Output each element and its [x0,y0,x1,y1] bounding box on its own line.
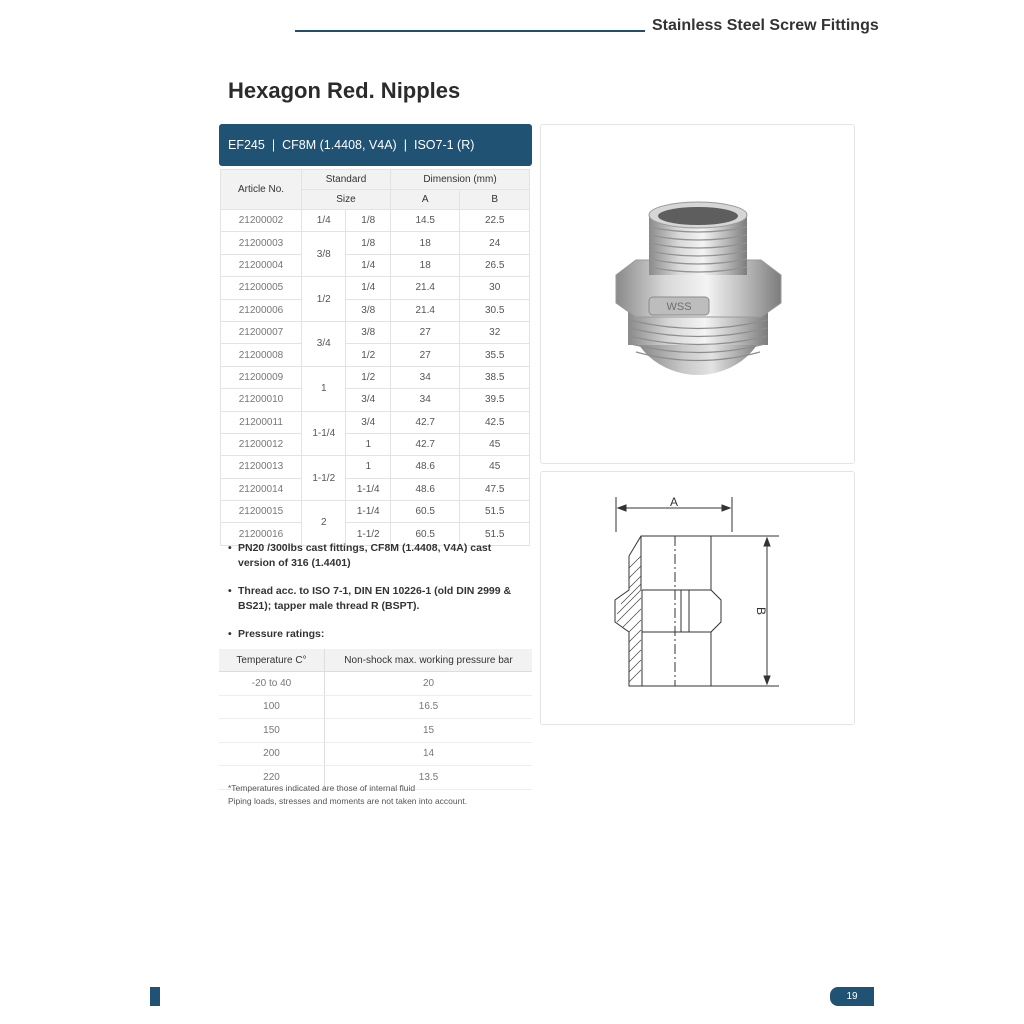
size-minor: 1/8 [346,232,390,254]
dimension-a: 34 [390,366,460,388]
dimension-a: 21.4 [390,277,460,299]
article-number: 21200012 [221,433,302,455]
dimension-a: 48.6 [390,456,460,478]
size-minor: 1/8 [346,210,390,232]
size-minor: 1/4 [346,277,390,299]
page-number: 19 [830,987,874,1006]
article-number: 21200015 [221,501,302,523]
article-number: 21200002 [221,210,302,232]
bullet-glyph: • [228,628,232,640]
table-row [221,411,530,433]
product-photo [541,125,854,463]
size-minor: 3/4 [346,411,390,433]
table-row [221,299,530,321]
dimension-a: 42.7 [390,433,460,455]
dimension-a: 27 [390,344,460,366]
page-title: Hexagon Red. Nipples [228,78,461,103]
dimension-header: Dimension (mm) [390,170,529,190]
table-row [221,321,530,343]
article-table [220,169,530,546]
footnote-line: Piping loads, stresses and moments are not taken into account. [228,796,468,806]
table-row [221,389,530,411]
table-row [221,210,530,232]
dimension-b: 30.5 [460,299,530,321]
standard-header: Standard [302,170,391,190]
article-number: 21200009 [221,366,302,388]
feature-item: • Thread acc. to ISO 7-1, DIN EN 10226-1 (old DIN 2999 & BS21); tapper male thread R (BSPT). [228,585,512,612]
pipe-bore [658,207,738,225]
size-minor: 1 [346,456,390,478]
dimension-b: 51.5 [460,523,530,545]
article-number: 21200005 [221,277,302,299]
temperature-header: Temperature C° [219,649,325,672]
table-row [221,254,530,276]
bullet-glyph: • [228,585,232,597]
product-code: EF245 [228,138,265,152]
dimension-a-label: A [669,495,679,509]
article-header: Article No. [221,170,302,210]
table-row [221,366,530,388]
dimension-b: 26.5 [460,254,530,276]
dimension-a: 21.4 [390,299,460,321]
dimension-a: 27 [390,321,460,343]
feature-item: • Pressure ratings: [228,628,325,640]
size-minor: 3/8 [346,299,390,321]
footnote [228,782,467,808]
dimension-b: 35.5 [460,344,530,366]
table-row [221,277,530,299]
product-standard: ISO7-1 (R) [413,138,475,152]
dimension-b: 45 [460,456,530,478]
section-title: Stainless Steel Screw Fittings [652,17,879,34]
pressure-row: 200 14 [219,742,532,766]
corner-tab [150,987,160,1006]
bullet-glyph: • [228,542,232,554]
dimension-b: 32 [460,321,530,343]
article-number: 21200010 [221,389,302,411]
size-minor: 3/4 [346,389,390,411]
banner-separator: | [403,138,407,152]
technical-drawing [541,472,854,724]
dimension-a: 18 [390,232,460,254]
product-photo-frame [540,124,855,464]
dimension-b: 51.5 [460,501,530,523]
product-banner [219,124,532,166]
size-major: 1-1/2 [302,456,346,501]
product-material: CF8M (1.4408, V4A) [282,138,397,152]
stamp-text: WSS [666,301,692,313]
article-number: 21200003 [221,232,302,254]
technical-drawing-frame [540,471,855,725]
feature-list [228,541,528,655]
size-minor: 1-1/2 [346,523,390,545]
size-major: 3/8 [302,232,346,277]
article-table-body [221,210,530,546]
dimension-b: 42.5 [460,411,530,433]
size-major: 2 [302,501,346,546]
dimension-a: 60.5 [390,501,460,523]
feature-item: • PN20 /300lbs cast fittings, CF8M (1.4408, V4A) cast version of 316 (1.4401) [228,542,492,569]
size-major: 1 [302,366,346,411]
dimension-a: 60.5 [390,523,460,545]
article-number: 21200013 [221,456,302,478]
table-row [221,344,530,366]
dim-a-header: A [390,190,460,210]
size-major: 1/2 [302,277,346,322]
article-number: 21200011 [221,411,302,433]
size-minor: 1/2 [346,344,390,366]
size-major: 3/4 [302,321,346,366]
article-number: 21200004 [221,254,302,276]
dimension-b: 47.5 [460,478,530,500]
dimension-b: 45 [460,433,530,455]
pressure-header: Non-shock max. working pressure bar [325,649,533,672]
pressure-row: 220 13.5 [219,766,532,790]
size-header: Size [302,190,391,210]
dimension-b: 38.5 [460,366,530,388]
header-rule [295,30,645,32]
table-row [221,232,530,254]
size-minor: 3/8 [346,321,390,343]
dimension-b: 24 [460,232,530,254]
dimension-b: 39.5 [460,389,530,411]
article-number: 21200007 [221,321,302,343]
article-number: 21200006 [221,299,302,321]
table-row [221,501,530,523]
article-number: 21200014 [221,478,302,500]
dimension-a: 14.5 [390,210,460,232]
footnote-line: *Temperatures indicated are those of internal fluid [228,783,416,793]
pressure-row: -20 to 40 20 [219,672,532,696]
pressure-row: 100 16.5 [219,695,532,719]
dimension-a: 48.6 [390,478,460,500]
dimension-b-label: B [754,606,768,616]
dim-b-header: B [460,190,530,210]
table-row [221,433,530,455]
section-view [615,536,721,686]
table-row [221,456,530,478]
article-number: 21200008 [221,344,302,366]
size-minor: 1-1/4 [346,478,390,500]
size-minor: 1/4 [346,254,390,276]
pressure-row: 150 15 [219,719,532,743]
dimension-b: 22.5 [460,210,530,232]
dimension-b: 30 [460,277,530,299]
dimension-a: 18 [390,254,460,276]
dimension-a: 42.7 [390,411,460,433]
size-major: 1/4 [302,210,346,232]
size-minor: 1 [346,433,390,455]
table-row [221,478,530,500]
pressure-table [219,649,532,790]
dimension-a: 34 [390,389,460,411]
banner-separator: | [271,138,276,152]
article-number: 21200016 [221,523,302,545]
size-major: 1-1/4 [302,411,346,456]
size-minor: 1-1/4 [346,501,390,523]
size-minor: 1/2 [346,366,390,388]
